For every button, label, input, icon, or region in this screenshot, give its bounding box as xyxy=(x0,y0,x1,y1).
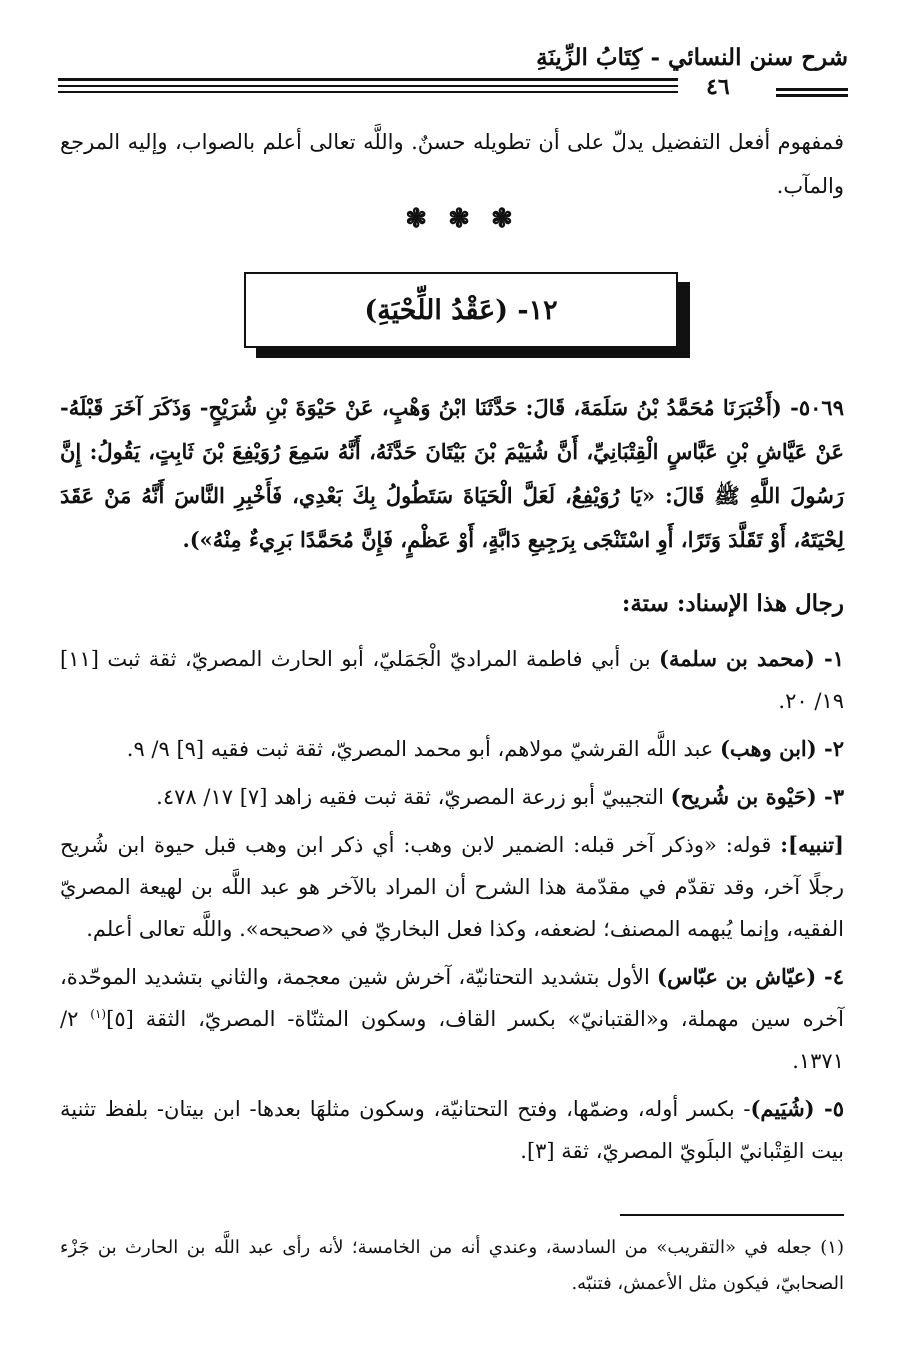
narrator-name: ١- (محمد بن سلمة) xyxy=(659,646,844,671)
footnote-ref: (١) xyxy=(90,1007,107,1021)
narrator-list xyxy=(60,638,844,1178)
narrator-entry xyxy=(60,1088,844,1172)
narrator-entry xyxy=(60,956,844,1082)
narrator-text-tail: ٢/ ١٣٧١. xyxy=(60,1007,844,1073)
narrator-text: بن أبي فاطمة المراديّ الْجَمَليّ، أبو الحارث المصريّ، ثقة ثبت [١١] ١٩/ ٢٠. xyxy=(60,647,844,713)
book-title: شرح سنن النسائي - كِتَابُ الزِّينَةِ xyxy=(536,44,848,71)
narrator-entry xyxy=(60,728,844,770)
narrator-name: ٤- (عيّاش بن عبّاس) xyxy=(657,964,844,989)
narrator-entry xyxy=(60,776,844,818)
narrator-text: الأول بتشديد التحتانيّة، آخرش شين معجمة، والثاني بتشديد الموحّدة، آخره سين مهملة، و«القتبانيّ» بكسر القاف، وسكون المثنّاة- المصريّ، الثقة [٥] xyxy=(60,965,844,1031)
header-rule xyxy=(776,94,848,97)
section-heading: رجال هذا الإسناد: ستة: xyxy=(621,590,844,617)
page-number: ٤٦ xyxy=(706,74,730,100)
header-rule xyxy=(58,91,678,93)
note-text: قوله: «وذكر آخر قبله: الضمير لابن وهب: أي ذكر ابن وهب قبل حيوة ابن شُريح رجلًا آخر، وقد تقدّم في مقدّمة هذا الشرح أن المراد بالآخر هو عبد اللَّه بن لهيعة المصريّ الفقيه، وإنما يُبهمه المصنف؛ لضعفه، وكذا فعل البخاريّ في «صحيحه». واللَّه تعالى أعلم. xyxy=(60,833,844,941)
narrator-entry xyxy=(60,638,844,722)
chapter-title-box xyxy=(244,272,678,348)
footnote-rule xyxy=(620,1214,844,1216)
running-header xyxy=(58,40,848,100)
narrator-name: ٣- (حَيْوة بن شُريح) xyxy=(670,784,844,809)
hadith-text: ٥٠٦٩- (أَخْبَرَنَا مُحَمَّدُ بْنُ سَلَمَةَ، قَالَ: حَدَّثَنَا ابْنُ وَهْبٍ، عَنْ حَيْوَةَ بْنِ شُرَيْحٍ- وَذَكَرَ آخَرَ قَبْلَهُ- عَنْ عَيَّاشِ بْنِ عَبَّاسٍ الْقِتْبَانِيِّ، أَنَّ شُيَيْمَ بْنَ بَيْتَانَ حَدَّثَهُ، أَنَّهُ سَمِعَ رُوَيْفِعَ بْنَ ثَابِتٍ، يَقُولُ: إِنَّ رَسُولَ اللَّهِ ﷺ قَالَ: «يَا رُوَيْفِعُ، لَعَلَّ الْحَيَاةَ سَتَطُولُ بِكَ بَعْدِي، فَأَخْبِرِ النَّاسَ أَنَّهُ مَنْ عَقَدَ لِحْيَتَهُ، أَوْ تَقَلَّدَ وَتَرًا، أَوِ اسْتَنْجَى بِرَجِيعِ دَابَّةٍ، أَوْ عَظْمٍ، فَإِنَّ مُحَمَّدًا بَرِيءٌ مِنْهُ»). xyxy=(60,395,844,552)
note-label: [تنبيه]: xyxy=(780,832,844,857)
header-rule xyxy=(58,85,678,87)
note-entry xyxy=(60,824,844,950)
section-separator: ❃ ❃ ❃ xyxy=(405,204,519,234)
narrator-text: التجيبيّ أبو زرعة المصريّ، ثقة ثبت فقيه زاهد [٧] ١٧/ ٤٧٨. xyxy=(156,785,671,809)
narrator-text: عبد اللَّه القرشيّ مولاهم، أبو محمد المصريّ، ثقة ثبت فقيه [٩] ٩/ ٩. xyxy=(126,737,720,761)
header-rule xyxy=(58,78,678,81)
narrator-name: ٥- (شُيَيم) xyxy=(750,1096,844,1121)
chapter-title: ١٢- (عَقْدُ اللِّحْيَةِ) xyxy=(364,294,558,326)
footnote: (١) جعله في «التقريب» من السادسة، وعندي أنه من الخامسة؛ لأنه رأى عبد اللَّه بن الحارث بن جَزْء الصحابيّ، فيكون مثل الأعمش، فتنبّه. xyxy=(60,1237,844,1294)
header-rule xyxy=(776,88,848,91)
narrator-name: ٢- (ابن وهب) xyxy=(720,736,844,761)
narrator-text: - بكسر أوله، وضمّها، وفتح التحتانيّة، وسكون مثلهَا بعدها- ابن بيتان- بلفظ تثنية بيت القِتْبانيّ البلَويّ المصريّ، ثقة [٣]. xyxy=(60,1097,844,1163)
intro-paragraph: فمفهوم أفعل التفضيل يدلّ على أن تطويله حسنٌ. واللَّه تعالى أعلم بالصواب، وإليه المرجع والمآب. xyxy=(60,130,844,198)
